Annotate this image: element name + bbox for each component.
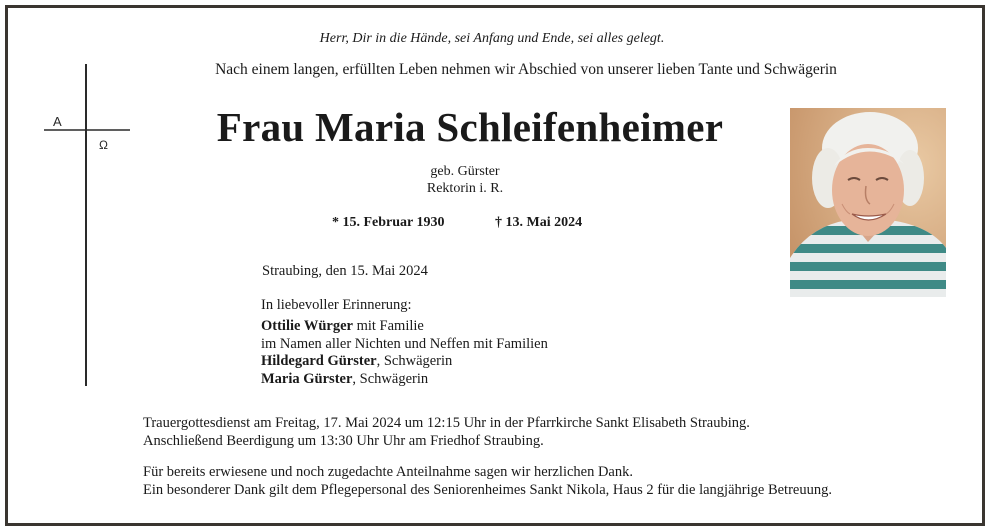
deceased-name: Frau Maria Schleifenheimer <box>216 104 724 150</box>
service-line: Anschließend Beerdigung um 13:30 Uhr Uhr am Friedhof Straubing. <box>143 432 544 449</box>
alpha-symbol: A <box>53 114 62 129</box>
mourner-name: Ottilie Würger <box>261 318 353 334</box>
mourner-detail: , Schwägerin <box>376 353 453 369</box>
motto-text: Herr, Dir in die Hände, sei Anfang und Ende, sei alles gelegt. <box>319 31 665 46</box>
mourner-detail: im Namen aller Nichten und Neffen mit Familien <box>261 335 548 352</box>
mourner-line <box>261 371 548 389</box>
thanks-line: Für bereits erwiesene und noch zugedachte Anteilnahme sagen wir herzlichen Dank. <box>143 464 633 480</box>
omega-symbol: Ω <box>99 138 108 152</box>
death-date: † 13. Mai 2024 <box>495 215 583 230</box>
mourner-line <box>261 353 548 371</box>
portrait-photo <box>790 108 946 297</box>
mourner-detail: mit Familie <box>352 318 424 334</box>
deceased-title: Rektorin i. R. <box>426 181 504 196</box>
maiden-name: geb. Gürster <box>430 164 500 179</box>
place-date: Straubing, den 15. Mai 2024 <box>262 263 428 279</box>
mourner-detail: , Schwägerin <box>352 370 429 387</box>
intro-text: Nach einem langen, erfüllten Leben nehmen wir Abschied von unserer lieben Tante und Schwägerin <box>215 61 837 78</box>
service-info <box>143 415 750 450</box>
mourner-line <box>261 318 548 336</box>
service-line: Trauergottesdienst am Freitag, 17. Mai 2024 um 12:15 Uhr in der Pfarrkirche Sankt Elisabeth Straubing. <box>143 415 750 431</box>
mourner-name: Hildegard Gürster <box>261 353 377 369</box>
thanks-line: Ein besonderer Dank gilt dem Pflegepersonal des Seniorenheimes Sankt Nikola, Haus 2 für die langjährige Betreuung. <box>143 481 832 498</box>
mourners-list <box>261 318 548 388</box>
thanks-text <box>143 464 832 499</box>
mourner-line <box>261 336 548 354</box>
in-memory-heading: In liebevoller Erinnerung: <box>261 297 412 313</box>
mourner-name: Maria Gürster <box>261 370 353 387</box>
birth-date: * 15. Februar 1930 <box>332 215 445 230</box>
